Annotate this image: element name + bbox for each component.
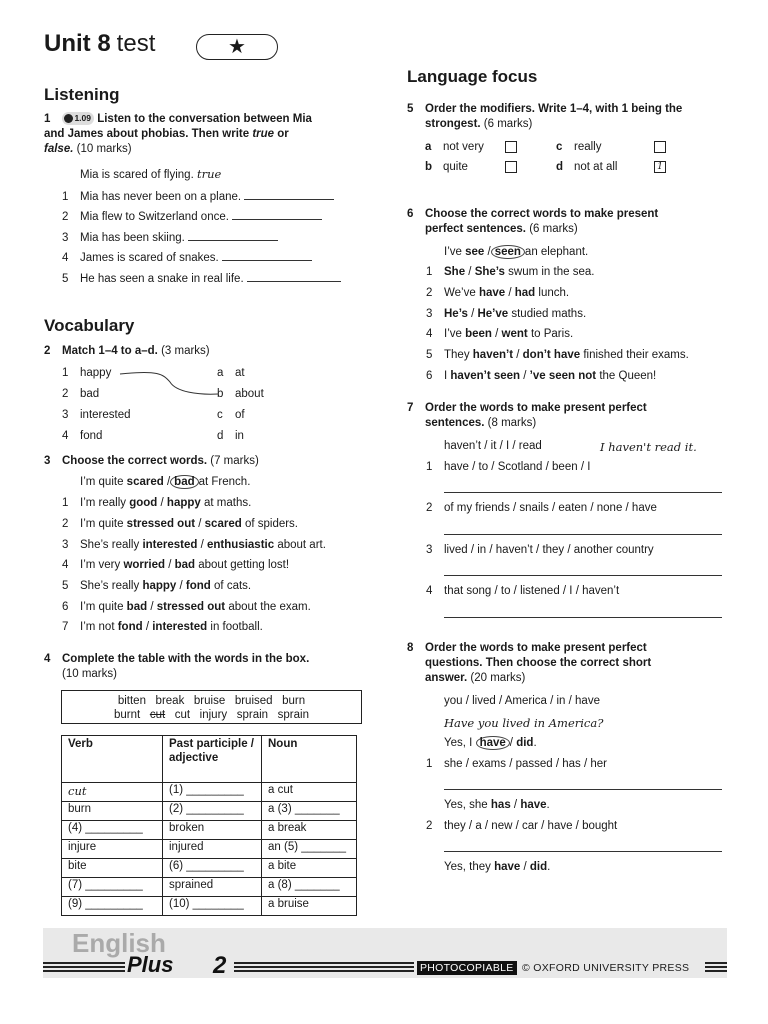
circled-answer: have <box>476 736 510 750</box>
q8-instruction: 8 Order the words to make present perfect questions. Then choose the correct short answer. (20 marks) <box>407 642 652 684</box>
q7-item: 3 lived / in / haven’t / they / another country <box>426 544 654 556</box>
table-row: bite (6) _________ a bite <box>62 859 357 878</box>
q3-item[interactable]: 2 I’m quite stressed out / scared of spiders. <box>62 518 299 530</box>
checkbox-filled[interactable]: 1 <box>654 161 666 173</box>
q3-item[interactable]: 4 I’m very worried / bad about getting lost! <box>62 559 290 571</box>
table-row: (9) _________ (10) ________ a bruise <box>62 897 357 916</box>
q8-example-short: Yes, I have / did. <box>444 737 537 749</box>
q6-example: I’ve see / seen an elephant. <box>444 246 589 258</box>
answer-line[interactable] <box>444 617 722 618</box>
table-row: (7) _________ sprained a (8) _______ <box>62 878 357 897</box>
footer-stripes-left <box>43 962 125 972</box>
language-focus-heading: Language focus <box>407 67 538 86</box>
q6-item[interactable]: 2 We’ve have / had lunch. <box>426 287 570 299</box>
table-row: cut (1) _________ a cut <box>62 783 357 802</box>
star-level-badge <box>196 34 278 60</box>
q1-item[interactable]: 4 James is scared of snakes. <box>62 250 312 264</box>
q3-item[interactable]: 6 I’m quite bad / stressed out about the exam. <box>62 601 311 613</box>
q3-item[interactable]: 3 She’s really interested / enthusiastic about art. <box>62 539 326 551</box>
q1-item[interactable]: 5 He has seen a snake in real life. <box>62 271 341 285</box>
q3-instruction: 3 Choose the correct words. (7 marks) <box>44 455 259 467</box>
checkbox[interactable] <box>505 141 517 153</box>
example-answer: Have you lived in America? <box>444 716 604 730</box>
q7-example: haven’t / it / I / read <box>444 440 542 452</box>
q8-short-answer[interactable]: Yes, she has / have. <box>444 799 550 811</box>
q7-item: 1 have / to / Scotland / been / I <box>426 461 591 473</box>
listening-heading: Listening <box>44 85 120 104</box>
match-right-item: d in <box>217 430 244 442</box>
match-left-item: 2 bad <box>62 388 100 400</box>
circled-answer: bad <box>170 475 198 489</box>
q2-instruction: 2 Match 1–4 to a–d. (3 marks) <box>44 345 210 357</box>
vocabulary-heading: Vocabulary <box>44 316 135 335</box>
table-header: Noun <box>262 736 357 783</box>
q6-item[interactable]: 5 They haven’t / don’t have finished their exams. <box>426 349 689 361</box>
example-answer: I haven't read it. <box>600 440 697 454</box>
example-answer: true <box>196 167 222 181</box>
table-header: Verb <box>62 736 163 783</box>
match-left-item: 4 fond <box>62 430 103 442</box>
q1-example: Mia is scared of flying. true <box>80 167 222 181</box>
checkbox[interactable] <box>505 161 517 173</box>
q8-example: you / lived / America / in / have <box>444 695 600 707</box>
q8-item: 1 she / exams / passed / has / her <box>426 758 607 770</box>
match-left-item: 3 interested <box>62 409 131 421</box>
page-title: Unit 8 test <box>44 30 156 57</box>
q7-item: 4 that song / to / listened / I / haven’t <box>426 585 620 597</box>
star-icon: ★ <box>228 36 246 58</box>
q8-item: 2 they / a / new / car / have / bought <box>426 820 618 832</box>
modifier-option[interactable]: d not at all 1 <box>556 161 666 173</box>
match-left-item: 1 happy <box>62 367 112 379</box>
footer-stripes-mid <box>234 962 414 972</box>
table-header: Past participle / adjective <box>163 736 262 783</box>
q6-item[interactable]: 4 I’ve been / went to Paris. <box>426 328 574 340</box>
q1-item[interactable]: 3 Mia has been skiing. <box>62 230 278 244</box>
match-connector-line <box>118 370 222 400</box>
q6-item[interactable]: 3 He’s / He’ve studied maths. <box>426 308 587 320</box>
logo-level-number: 2 <box>213 952 227 979</box>
q6-instruction: 6 Choose the correct words to make present perfect sentences. (6 marks) <box>407 208 659 235</box>
photocopiable-label: PHOTOCOPIABLE <box>417 961 517 975</box>
q3-item[interactable]: 7 I’m not fond / interested in football. <box>62 621 263 633</box>
q4-instruction: 4 Complete the table with the words in the box. (10 marks) <box>44 653 310 680</box>
word-box: bitten break bruise bruised burn burnt cut cut injury sprain sprain <box>61 690 362 724</box>
checkbox[interactable] <box>654 141 666 153</box>
q6-item[interactable]: 6 I haven’t seen / ’ve seen not the Queen! <box>426 370 657 382</box>
verb-table <box>61 735 357 916</box>
modifier-option[interactable]: b quite <box>425 161 517 173</box>
answer-line[interactable] <box>444 789 722 790</box>
table-row: burn (2) _________ a (3) _______ <box>62 802 357 821</box>
modifier-option[interactable]: a not very <box>425 141 517 153</box>
q8-short-answer[interactable]: Yes, they have / did. <box>444 861 551 873</box>
match-right-item: a at <box>217 367 245 379</box>
q1-item[interactable]: 1 Mia has never been on a plane. <box>62 189 334 203</box>
q7-instruction: 7 Order the words to make present perfect sentences. (8 marks) <box>407 402 647 429</box>
answer-line[interactable] <box>444 534 722 535</box>
q5-instruction: 5 Order the modifiers. Write 1–4, with 1 being the strongest. (6 marks) <box>407 103 683 130</box>
answer-line[interactable] <box>444 575 722 576</box>
answer-line[interactable] <box>444 851 722 852</box>
table-row: (4) _________ broken a break <box>62 821 357 840</box>
circled-answer: seen <box>491 245 525 259</box>
q3-item[interactable]: 5 She’s really happy / fond of cats. <box>62 580 252 592</box>
q3-item[interactable]: 1 I’m really good / happy at maths. <box>62 497 252 509</box>
audio-track-icon: 1.09 <box>62 112 94 125</box>
q1-instruction: 1 1.09 Listen to the conversation between Mia and James about phobias. Then write true or false. (10 marks) <box>44 113 312 155</box>
match-right-item: b about <box>217 388 264 400</box>
footer-stripes-right <box>705 962 727 972</box>
table-row: injure injured an (5) _______ <box>62 840 357 859</box>
match-right-item: c of <box>217 409 245 421</box>
q1-item[interactable]: 2 Mia flew to Switzerland once. <box>62 209 322 223</box>
q6-item[interactable]: 1 She / She’s swum in the sea. <box>426 266 595 278</box>
modifier-option[interactable]: c really <box>556 141 666 153</box>
q3-example: I’m quite scared / bad at French. <box>80 476 251 488</box>
answer-line[interactable] <box>444 492 722 493</box>
logo-plus: Plus <box>127 952 174 977</box>
logo-english: English <box>72 928 166 958</box>
q7-item: 2 of my friends / snails / eaten / none / have <box>426 502 657 514</box>
publisher-label: © OXFORD UNIVERSITY PRESS <box>522 962 690 974</box>
